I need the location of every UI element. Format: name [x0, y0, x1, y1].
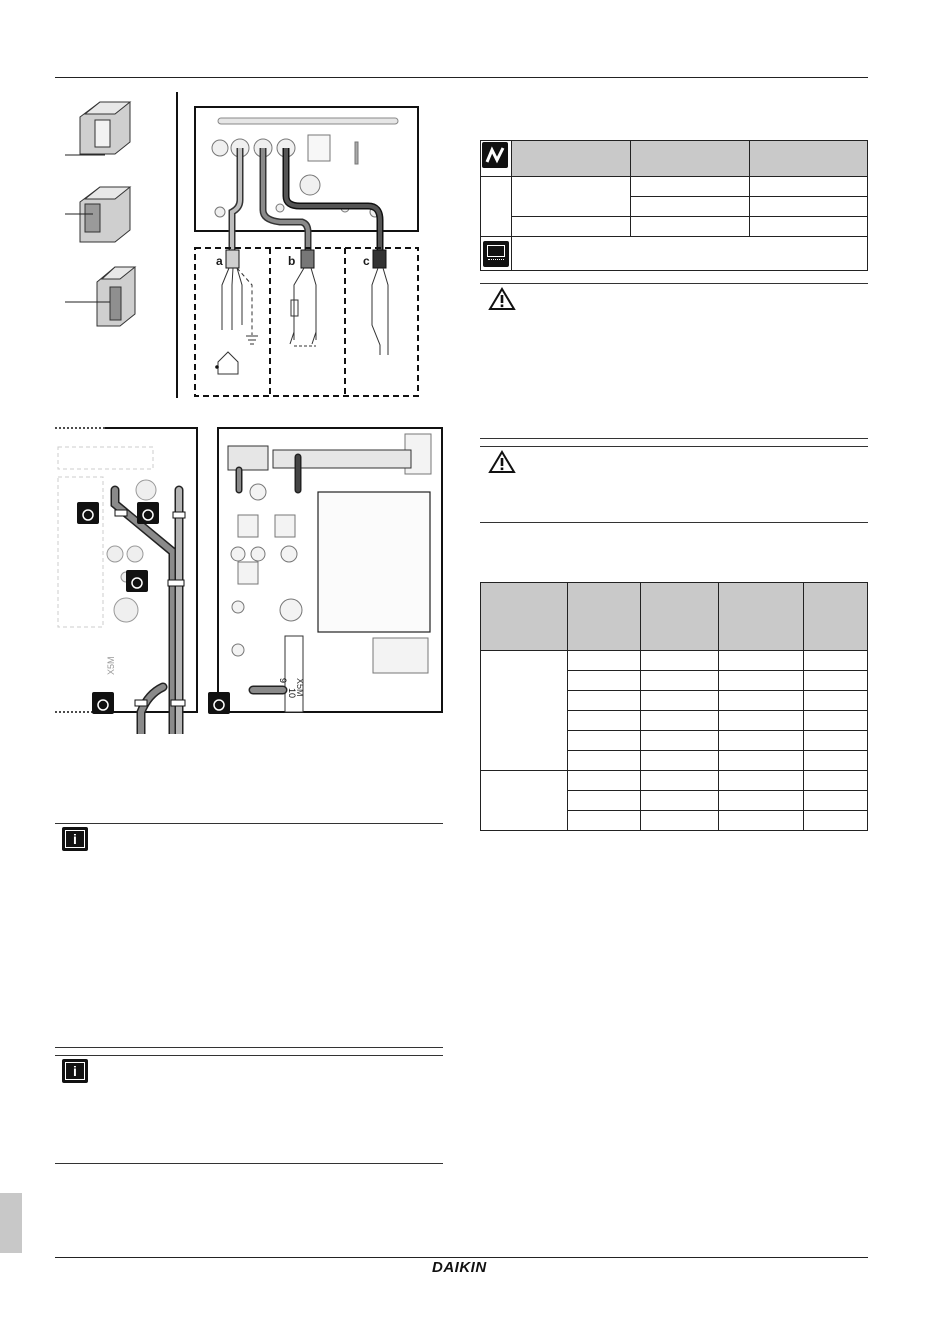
info-box-2-top [55, 1055, 443, 1056]
label-b: b [288, 254, 296, 268]
settings-table [480, 582, 868, 831]
x5m-label-left: X5M [106, 656, 116, 675]
power-icon-cell [481, 141, 512, 177]
power-supply-icon [482, 142, 508, 168]
footer-rule [55, 1257, 868, 1258]
label-c: c [363, 254, 370, 268]
wiring-spec-table [480, 140, 868, 271]
warning-box-2-top [480, 446, 868, 447]
cable-entry-figure [190, 100, 430, 400]
knockout-block-3 [97, 267, 135, 326]
warning-box-1-top [480, 283, 868, 284]
x5m-label-right: X5M [295, 678, 305, 697]
information-icon: i [62, 1059, 88, 1083]
info-box-1-bottom [55, 1047, 443, 1048]
user-interface-icon [483, 241, 509, 267]
label-a: a [216, 254, 223, 268]
header-rule [55, 77, 868, 78]
info-box-1-top [55, 823, 443, 824]
daikin-logo: DAIKIN [432, 1259, 487, 1276]
warning-box-2-bottom [480, 522, 868, 523]
cable-routing-figure [53, 412, 445, 734]
figure-separator [176, 92, 178, 398]
warning-icon [488, 450, 516, 474]
knockout-figure [55, 92, 180, 342]
terminal-9: 9 [278, 678, 288, 684]
warning-box-1-bottom [480, 438, 868, 439]
remote-icon-cell [481, 237, 512, 271]
info-box-2-bottom [55, 1163, 443, 1164]
information-icon: i [62, 827, 88, 851]
terminal-10: 10 [287, 688, 297, 699]
knockout-block-1 [80, 102, 130, 154]
side-tab [0, 1193, 22, 1253]
warning-icon [488, 287, 516, 311]
